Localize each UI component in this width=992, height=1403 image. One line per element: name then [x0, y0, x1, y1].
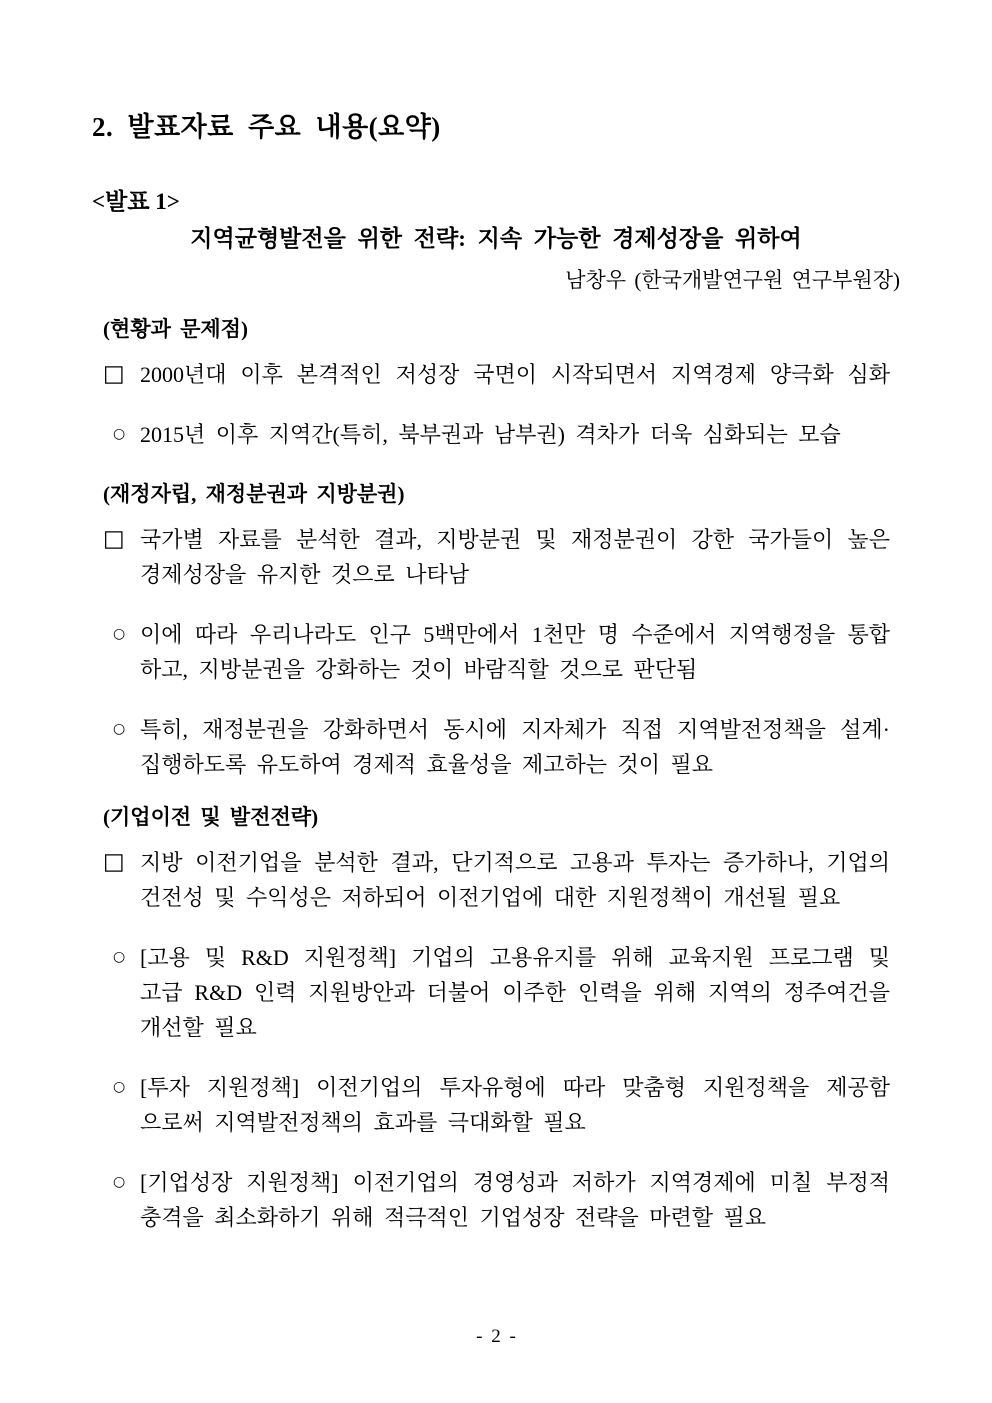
bullet-item-circle [0, 417, 992, 452]
circle-bullet-icon: ○ [113, 1174, 126, 1190]
circle-bullet-icon: ○ [113, 1079, 126, 1095]
text-line [113, 1070, 890, 1105]
circle-bullet-icon: ○ [113, 426, 126, 442]
item-text: 국가별 자료를 분석한 결과, 지방분권 및 재정분권이 강한 국가들이 높은 [140, 527, 890, 552]
text-line [140, 1010, 890, 1045]
item-text: 지방 이전기업을 분석한 결과, 단기적으로 고용과 투자는 증가하나, 기업의 [140, 850, 890, 875]
bullet-item-circle [0, 617, 992, 687]
text-line [140, 1200, 890, 1235]
item-text: [고용 및 R&D 지원정책] 기업의 고용유지를 위해 교육지원 프로그램 및 [140, 945, 890, 970]
item-text: 특히, 재정분권을 강화하면서 동시에 지자체가 직접 지역발전정책을 설계· [140, 717, 890, 742]
presentation-title: 지역균형발전을 위한 전략: 지속 가능한 경제성장을 위하여 [190, 226, 802, 251]
text-line [103, 357, 890, 392]
bullet-item-square [0, 845, 992, 915]
page-number: - 2 - [476, 1326, 516, 1347]
text-line [103, 845, 890, 880]
item-text: 충격을 최소화하기 위해 적극적인 기업성장 전략을 마련할 필요 [140, 1205, 767, 1230]
bullet-item-circle [0, 1070, 992, 1140]
item-text: 2015년 이후 지역간(특히, 북부권과 남부권) 격차가 더욱 심화되는 모습 [140, 422, 841, 447]
text-line [113, 1165, 890, 1200]
square-bullet-icon: □ [103, 526, 125, 552]
bullet-item-circle [0, 940, 992, 1045]
item-text: [기업성장 지원정책] 이전기업의 경영성과 저하가 지역경제에 미칠 부정적 [140, 1170, 890, 1195]
item-text: 고급 R&D 인력 지원방안과 더불어 이주한 인력을 위해 지역의 정주여건을 [140, 980, 890, 1005]
item-text: 건전성 및 수익성은 저하되어 이전기업에 대한 지원정책이 개선될 필요 [140, 885, 841, 910]
page-heading: 2. 발표자료 주요 내용(요약) [92, 112, 441, 142]
text-line [113, 940, 890, 975]
text-line [103, 522, 890, 557]
square-bullet-icon: □ [103, 361, 125, 387]
section-heading: (현황과 문제점) [103, 317, 248, 341]
text-line [140, 975, 890, 1010]
presentation-label: <발표 1> [92, 189, 180, 214]
item-text: 으로써 지역발전정책의 효과를 극대화할 필요 [140, 1110, 586, 1135]
text-line [113, 417, 890, 452]
text-line [113, 617, 890, 652]
square-bullet-icon: □ [103, 849, 125, 875]
text-line [140, 747, 890, 782]
item-text: [투자 지원정책] 이전기업의 투자유형에 따라 맞춤형 지원정책을 제공함 [140, 1075, 890, 1100]
item-text: 2000년대 이후 본격적인 저성장 국면이 시작되면서 지역경제 양극화 심화 [140, 362, 890, 387]
section-heading: (재정자립, 재정분권과 지방분권) [103, 482, 405, 506]
text-line [140, 1105, 890, 1140]
bullet-item-square [0, 357, 992, 392]
text-line [140, 880, 890, 915]
circle-bullet-icon: ○ [113, 626, 126, 642]
bullet-item-square [0, 522, 992, 592]
author-line: 남창우 (한국개발연구원 연구부원장) [565, 268, 900, 292]
bullet-item-circle [0, 1165, 992, 1235]
item-text: 이에 따라 우리나라도 인구 5백만에서 1천만 명 수준에서 지역행정을 통합 [140, 622, 890, 647]
circle-bullet-icon: ○ [113, 949, 126, 965]
item-text: 집행하도록 유도하여 경제적 효율성을 제고하는 것이 필요 [140, 752, 714, 777]
section-fiscal-decentralization [0, 477, 992, 782]
section-heading: (기업이전 및 발전전략) [103, 805, 319, 829]
section-business-relocation-strategy [0, 800, 992, 1235]
circle-bullet-icon: ○ [113, 721, 126, 737]
section-status-and-problems [0, 312, 992, 452]
item-text: 개선할 필요 [140, 1015, 257, 1040]
item-text: 경제성장을 유지한 것으로 나타남 [140, 562, 470, 587]
text-line [140, 557, 890, 592]
item-text: 하고, 지방분권을 강화하는 것이 바람직할 것으로 판단됨 [140, 657, 698, 682]
text-line [140, 652, 890, 687]
bullet-item-circle [0, 712, 992, 782]
text-line [113, 712, 890, 747]
